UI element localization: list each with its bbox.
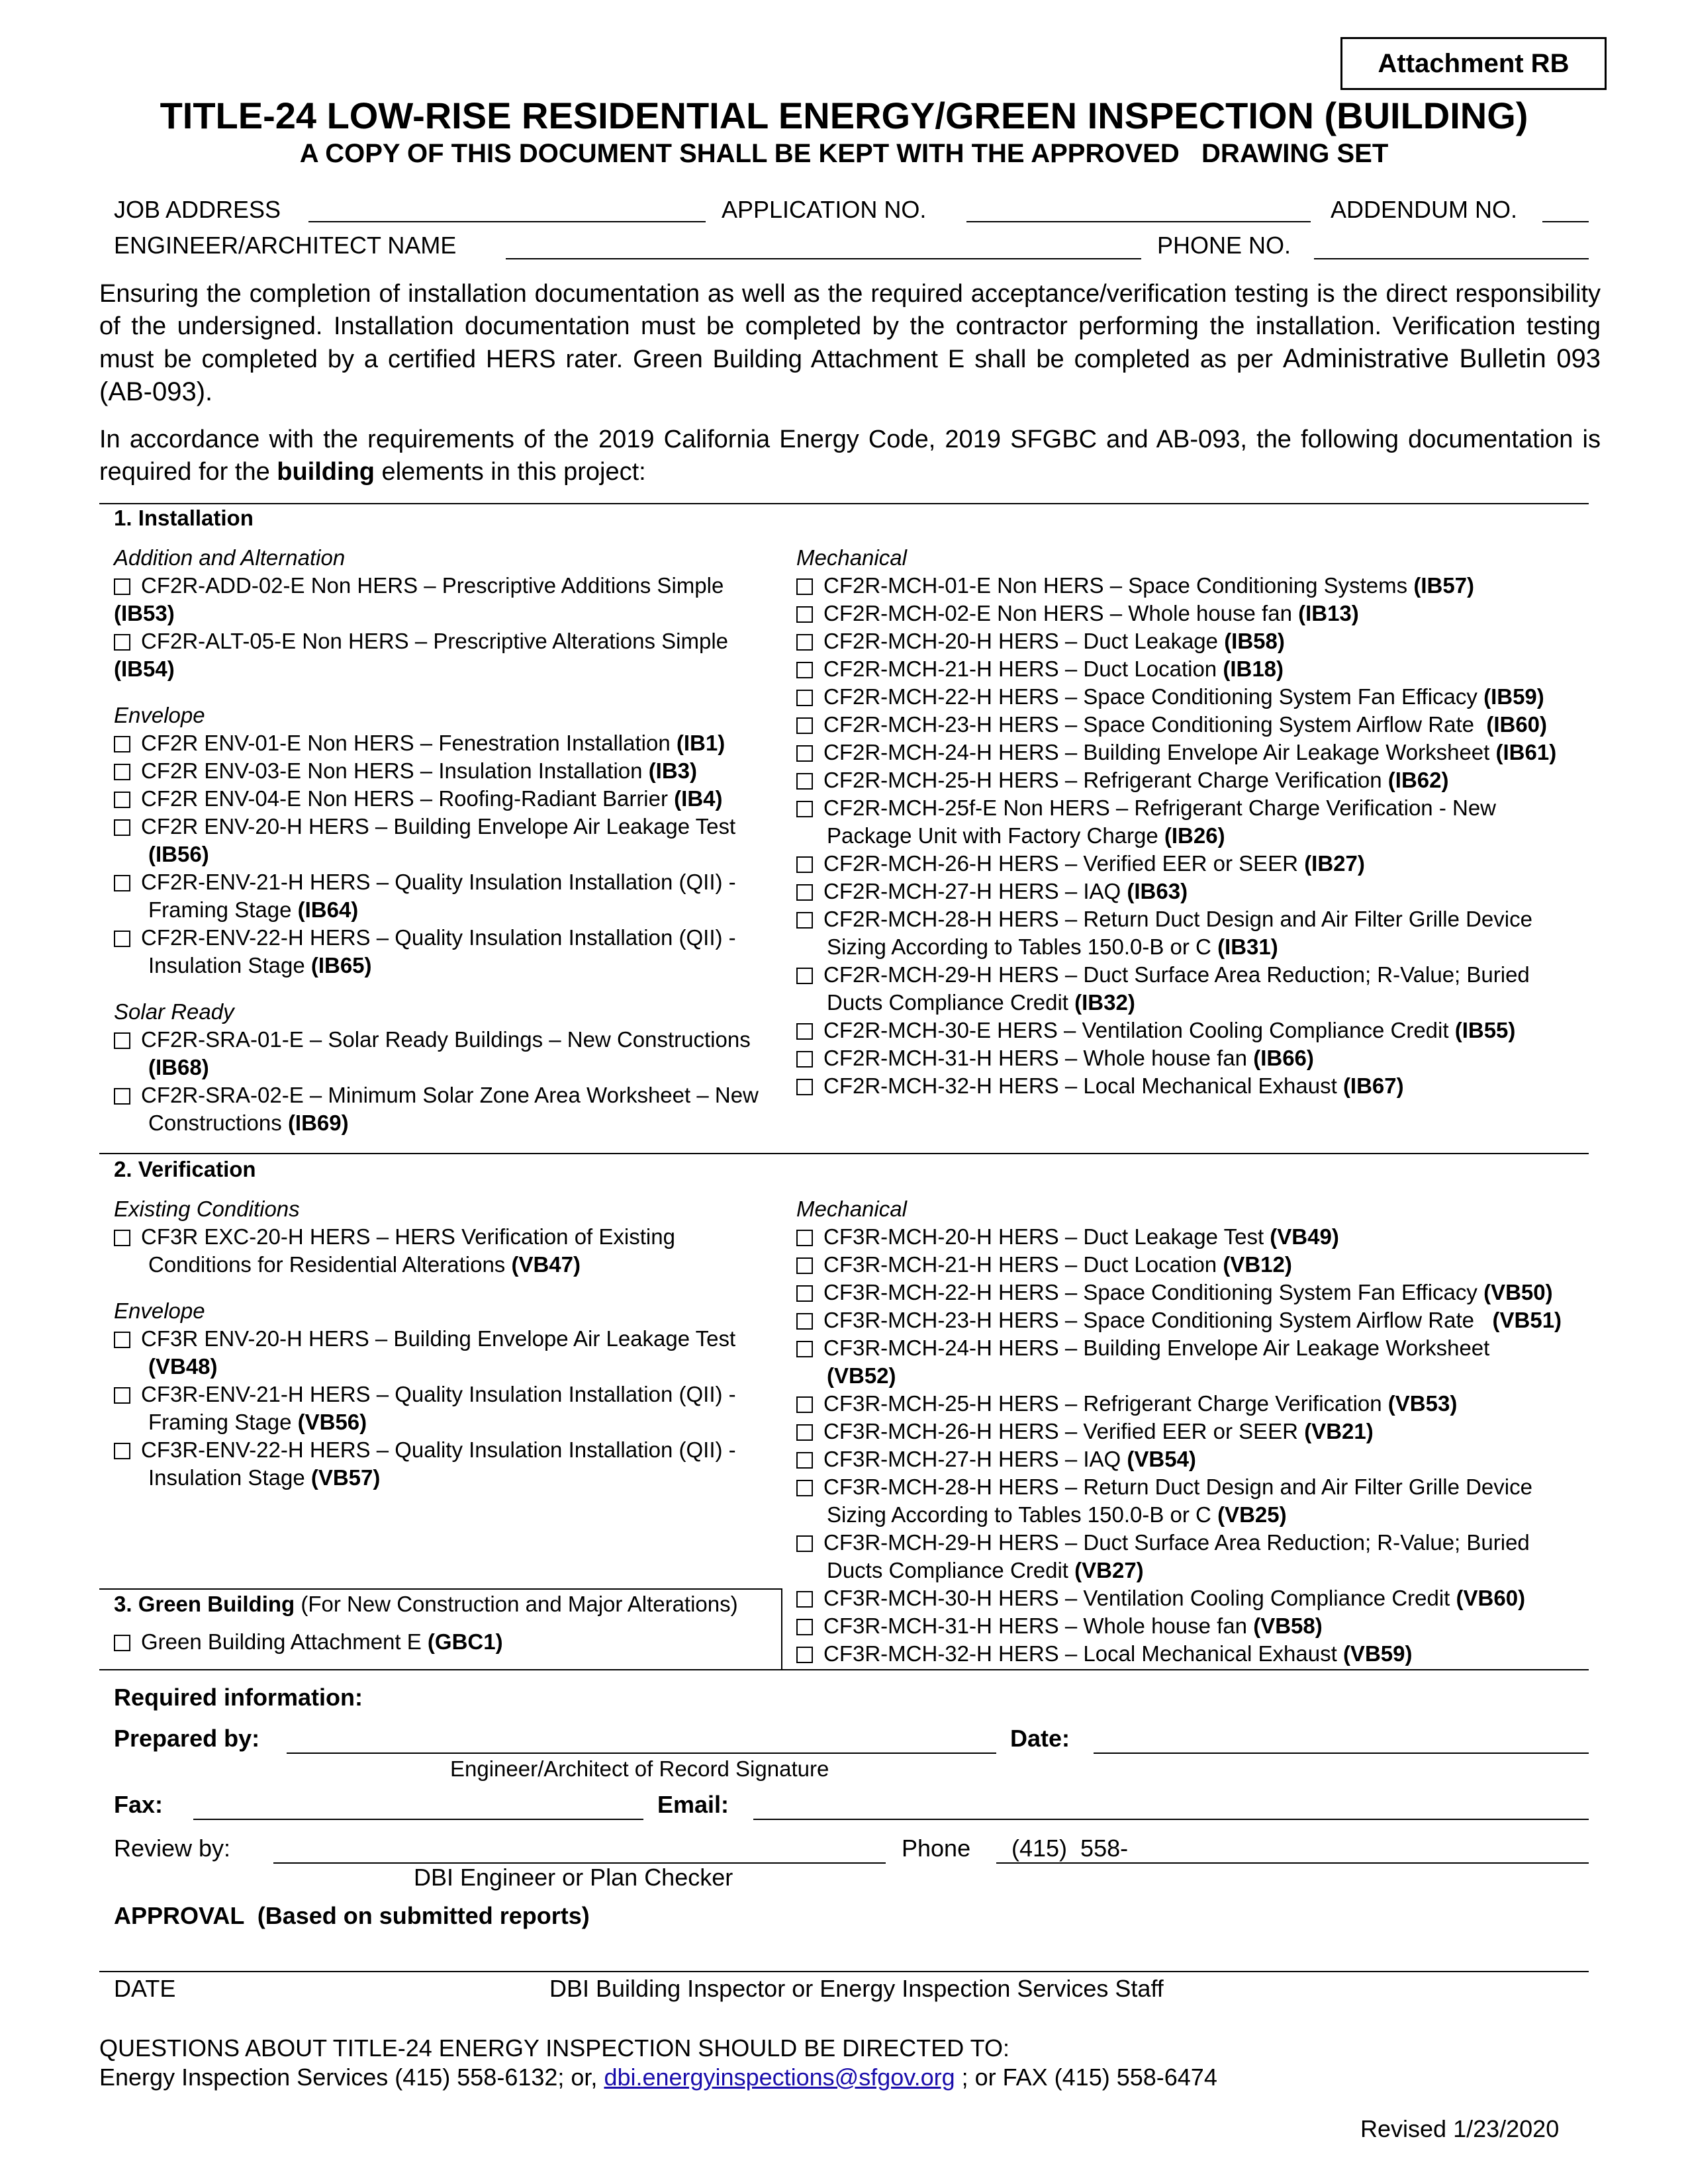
checkbox[interactable] [114, 736, 130, 752]
attachment-label: Attachment RB [1340, 37, 1607, 90]
addendum-no-label: ADDENDUM NO. [1331, 196, 1518, 223]
dbi-caption: DBI Engineer or Plan Checker [414, 1864, 733, 1891]
contact-line: Energy Inspection Services (415) 558-6132; or, dbi.energyinspections@sfgov.org ; or FAX (415) 558-6474 [99, 2064, 1217, 2091]
checkbox[interactable] [796, 1313, 813, 1330]
checklist-item: CF2R-MCH-32-H HERS – Local Mechanical Exhaust (IB67) [796, 1072, 1556, 1100]
date-caption: DATE [114, 1975, 176, 2002]
checklist-item: CF2R-MCH-25-H HERS – Refrigerant Charge Verification (IB62) [796, 766, 1556, 794]
checklist-item: CF3R-MCH-30-H HERS – Ventilation Cooling Compliance Credit (VB60) [796, 1584, 1562, 1612]
checklist-item: CF3R ENV-20-H HERS – Building Envelope Air Leakage Test [114, 1325, 736, 1353]
job-address-field[interactable] [308, 221, 706, 222]
checkbox[interactable] [114, 1032, 130, 1049]
checklist-item: CF2R-SRA-01-E – Solar Ready Buildings – New Constructions [114, 1026, 759, 1054]
checkbox[interactable] [796, 968, 813, 984]
checkbox[interactable] [796, 773, 813, 790]
checkbox[interactable] [796, 912, 813, 929]
checklist-item: CF2R-MCH-30-E HERS – Ventilation Cooling Compliance Credit (IB55) [796, 1017, 1556, 1044]
required-info-heading: Required information: [114, 1684, 363, 1711]
checklist-item: CF3R EXC-20-H HERS – HERS Verification of Existing [114, 1223, 736, 1251]
checklist-item: CF2R-MCH-23-H HERS – Space Conditioning System Airflow Rate (IB60) [796, 711, 1556, 739]
checkbox[interactable] [796, 1341, 813, 1357]
item-code: (IB54) [114, 657, 175, 681]
checkbox[interactable] [796, 1535, 813, 1552]
envelope-heading: Envelope [114, 1298, 205, 1323]
checkbox[interactable] [796, 1452, 813, 1469]
approval-heading: APPROVAL (Based on submitted reports) [114, 1902, 590, 1929]
checklist-item: CF3R-MCH-20-H HERS – Duct Leakage Test (VB49) [796, 1223, 1562, 1251]
fax-label: Fax: [114, 1791, 164, 1818]
item-continuation: Insulation Stage (VB57) [148, 1465, 381, 1490]
checklist-item: CF2R ENV-04-E Non HERS – Roofing-Radiant Barrier (IB4) [114, 785, 759, 813]
section-divider [99, 1669, 1589, 1670]
checklist-item: CF2R-MCH-25f-E Non HERS – Refrigerant Charge Verification - New [796, 794, 1556, 822]
engineer-name-field[interactable] [506, 258, 1141, 259]
installation-heading: 1. Installation [114, 506, 254, 530]
checkbox[interactable] [114, 1387, 130, 1404]
checkbox[interactable] [796, 690, 813, 706]
phone-label: Phone [902, 1835, 971, 1862]
checkbox[interactable] [796, 1285, 813, 1302]
item-code: (VB48) [148, 1354, 218, 1379]
application-no-field[interactable] [966, 221, 1311, 222]
checkbox[interactable] [114, 634, 130, 651]
section-divider [99, 1153, 1589, 1154]
installation-right-column [796, 544, 1556, 1100]
checkbox[interactable] [796, 606, 813, 623]
page-subtitle: A COPY OF THIS DOCUMENT SHALL BE KEPT WITH THE APPROVED DRAWING SET [299, 139, 1389, 168]
checklist-item: CF2R-SRA-02-E – Minimum Solar Zone Area Worksheet – New [114, 1081, 759, 1109]
checkbox[interactable] [114, 1635, 130, 1651]
job-address-label: JOB ADDRESS [114, 196, 281, 223]
checklist-item: CF2R-ENV-21-H HERS – Quality Insulation Installation (QII) - [114, 868, 759, 896]
checklist-item: CF3R-ENV-21-H HERS – Quality Insulation Installation (QII) - [114, 1381, 736, 1408]
fax-field[interactable] [193, 1819, 643, 1820]
phone-field[interactable] [996, 1862, 1589, 1864]
date-label: Date: [1010, 1725, 1070, 1752]
checklist-item: CF3R-MCH-22-H HERS – Space Conditioning System Fan Efficacy (VB50) [796, 1279, 1562, 1306]
checkbox[interactable] [796, 856, 813, 873]
checkbox[interactable] [796, 1257, 813, 1274]
checklist-item: CF2R-MCH-20-H HERS – Duct Leakage (IB58) [796, 627, 1556, 655]
checkbox[interactable] [796, 884, 813, 901]
checklist-item: CF2R-MCH-27-H HERS – IAQ (IB63) [796, 878, 1556, 905]
checkbox[interactable] [796, 1424, 813, 1441]
checkbox[interactable] [796, 1619, 813, 1635]
checklist-item: CF3R-MCH-28-H HERS – Return Duct Design and Air Filter Grille Device [796, 1473, 1562, 1501]
checkbox[interactable] [796, 717, 813, 734]
checkbox[interactable] [796, 1591, 813, 1608]
checkbox[interactable] [114, 1088, 130, 1105]
installation-left-column [114, 544, 759, 1137]
item-code: (IB53) [114, 601, 175, 625]
item-continuation: Conditions for Residential Alterations (VB47) [148, 1252, 581, 1277]
verification-heading: 2. Verification [114, 1157, 256, 1181]
page-title: TITLE-24 LOW-RISE RESIDENTIAL ENERGY/GREEN INSPECTION (BUILDING) [160, 95, 1528, 136]
date-field[interactable] [1094, 1752, 1589, 1754]
checkbox[interactable] [114, 764, 130, 780]
checklist-item: CF3R-ENV-22-H HERS – Quality Insulation Installation (QII) - [114, 1436, 736, 1464]
checklist-item: CF2R ENV-20-H HERS – Building Envelope Air Leakage Test [114, 813, 759, 841]
checkbox[interactable] [114, 1332, 130, 1348]
verification-right-column [796, 1195, 1562, 1668]
intro-paragraph-1: Ensuring the completion of installation documentation as well as the required acceptance/verification testing is the direct responsibility of the undersigned. Installation documentation must be completed by the contractor performing the installation. Verification testing must be completed by a certified HERS rater. Green Building Attachment E shall be completed as per Administrative Bulletin 093 (AB-093). [99, 280, 1601, 406]
mechanical-heading: Mechanical [796, 1197, 907, 1221]
checkbox[interactable] [796, 745, 813, 762]
existing-conditions-heading: Existing Conditions [114, 1197, 300, 1221]
checklist-item: CF2R ENV-03-E Non HERS – Insulation Installation (IB3) [114, 757, 759, 785]
checklist-item: CF2R-MCH-28-H HERS – Return Duct Design and Air Filter Grille Device [796, 905, 1556, 933]
green-building-heading: 3. Green Building (For New Construction and Major Alterations) [114, 1592, 738, 1616]
review-by-label: Review by: [114, 1835, 231, 1862]
checklist-item: CF3R-MCH-23-H HERS – Space Conditioning System Airflow Rate (VB51) [796, 1306, 1562, 1334]
checkbox[interactable] [796, 1051, 813, 1068]
item-code: (IB56) [148, 842, 209, 866]
checklist-item: CF3R-MCH-32-H HERS – Local Mechanical Exhaust (VB59) [796, 1640, 1562, 1668]
checklist-item: CF3R-MCH-21-H HERS – Duct Location (VB12) [796, 1251, 1562, 1279]
phone-no-label: PHONE NO. [1157, 232, 1291, 259]
engineer-name-label: ENGINEER/ARCHITECT NAME [114, 232, 457, 259]
addition-heading: Addition and Alternation [114, 545, 346, 570]
checkbox[interactable] [114, 819, 130, 836]
email-label: Email: [657, 1791, 729, 1818]
checkbox[interactable] [796, 634, 813, 651]
section-divider [99, 503, 1589, 504]
addendum-no-field[interactable] [1542, 221, 1589, 222]
checklist-item: CF2R-MCH-01-E Non HERS – Space Conditioning Systems (IB57) [796, 572, 1556, 600]
item-continuation: Constructions (IB69) [148, 1111, 349, 1135]
checkbox[interactable] [796, 1647, 813, 1663]
phone-no-field[interactable] [1314, 258, 1589, 259]
item-continuation: Ducts Compliance Credit (IB32) [827, 990, 1135, 1015]
checkbox[interactable] [796, 1079, 813, 1095]
checklist-item: CF3R-MCH-24-H HERS – Building Envelope Air Leakage Worksheet [796, 1334, 1562, 1362]
checklist-item: CF3R-MCH-27-H HERS – IAQ (VB54) [796, 1445, 1562, 1473]
checklist-item: CF2R-MCH-29-H HERS – Duct Surface Area Reduction; R-Value; Buried [796, 961, 1556, 989]
intro-paragraph-2: In accordance with the requirements of the 2019 California Energy Code, 2019 SFGBC and AB-093, the following documentation is required for the building elements in this project: [99, 426, 1601, 486]
item-continuation: Framing Stage (VB56) [148, 1410, 367, 1434]
box-divider [781, 1588, 782, 1669]
section-divider [99, 1588, 781, 1590]
checklist-item: CF2R-MCH-26-H HERS – Verified EER or SEER (IB27) [796, 850, 1556, 878]
checkbox[interactable] [114, 1443, 130, 1459]
checklist-item: CF3R-MCH-31-H HERS – Whole house fan (VB58) [796, 1612, 1562, 1640]
checkbox[interactable] [114, 1230, 130, 1246]
checklist-item: CF2R-MCH-31-H HERS – Whole house fan (IB66) [796, 1044, 1556, 1072]
checkbox[interactable] [796, 1480, 813, 1496]
solar-ready-heading: Solar Ready [114, 999, 234, 1024]
item-continuation: Ducts Compliance Credit (VB27) [827, 1558, 1144, 1582]
approval-signature-line[interactable] [99, 1971, 1589, 1972]
checkbox[interactable] [114, 578, 130, 595]
checkbox[interactable] [114, 792, 130, 808]
checklist-item: CF3R-MCH-26-H HERS – Verified EER or SEER (VB21) [796, 1418, 1562, 1445]
checklist-item: CF3R-MCH-25-H HERS – Refrigerant Charge Verification (VB53) [796, 1390, 1562, 1418]
checklist-item: Green Building Attachment E (GBC1) [114, 1629, 503, 1655]
questions-text: QUESTIONS ABOUT TITLE-24 ENERGY INSPECTION SHOULD BE DIRECTED TO: [99, 2034, 1009, 2062]
signature-caption: Engineer/Architect of Record Signature [450, 1756, 829, 1781]
checklist-item: CF2R ENV-01-E Non HERS – Fenestration Installation (IB1) [114, 729, 759, 757]
application-no-label: APPLICATION NO. [722, 196, 927, 223]
checkbox[interactable] [796, 578, 813, 595]
email-link[interactable]: dbi.energyinspections@sfgov.org [604, 2064, 955, 2091]
item-code: (VB52) [827, 1363, 896, 1388]
item-continuation: Sizing According to Tables 150.0-B or C (IB31) [827, 934, 1278, 959]
inspector-caption: DBI Building Inspector or Energy Inspection Services Staff [549, 1975, 1164, 2002]
checklist-item: CF2R-ALT-05-E Non HERS – Prescriptive Alterations Simple [114, 627, 759, 655]
checkbox[interactable] [114, 875, 130, 891]
checkbox[interactable] [796, 1396, 813, 1413]
checklist-item: CF2R-MCH-02-E Non HERS – Whole house fan (IB13) [796, 600, 1556, 627]
checklist-item: CF2R-MCH-22-H HERS – Space Conditioning System Fan Efficacy (IB59) [796, 683, 1556, 711]
item-continuation: Sizing According to Tables 150.0-B or C (VB25) [827, 1502, 1287, 1527]
checkbox[interactable] [796, 662, 813, 678]
checkbox[interactable] [114, 931, 130, 947]
checklist-item: CF3R-MCH-29-H HERS – Duct Surface Area Reduction; R-Value; Buried [796, 1529, 1562, 1557]
item-continuation: Insulation Stage (IB65) [148, 953, 372, 978]
envelope-heading: Envelope [114, 703, 205, 727]
item-continuation: Framing Stage (IB64) [148, 897, 359, 922]
checklist-item: CF2R-MCH-24-H HERS – Building Envelope Air Leakage Worksheet (IB61) [796, 739, 1556, 766]
checklist-item: CF2R-ENV-22-H HERS – Quality Insulation Installation (QII) - [114, 924, 759, 952]
checklist-item: CF2R-MCH-21-H HERS – Duct Location (IB18) [796, 655, 1556, 683]
email-field[interactable] [753, 1819, 1589, 1820]
revised-date: Revised 1/23/2020 [1360, 2115, 1560, 2142]
verification-left-column [114, 1195, 736, 1492]
checkbox[interactable] [796, 1230, 813, 1246]
phone-value: (415) 558- [1011, 1835, 1129, 1862]
checkbox[interactable] [796, 1023, 813, 1040]
checklist-item: CF2R-ADD-02-E Non HERS – Prescriptive Additions Simple [114, 572, 759, 600]
checkbox[interactable] [796, 801, 813, 817]
mechanical-heading: Mechanical [796, 545, 907, 570]
item-code: (IB68) [148, 1055, 209, 1079]
prepared-by-label: Prepared by: [114, 1725, 260, 1752]
prepared-by-field[interactable] [287, 1752, 996, 1754]
item-continuation: Package Unit with Factory Charge (IB26) [827, 823, 1225, 848]
